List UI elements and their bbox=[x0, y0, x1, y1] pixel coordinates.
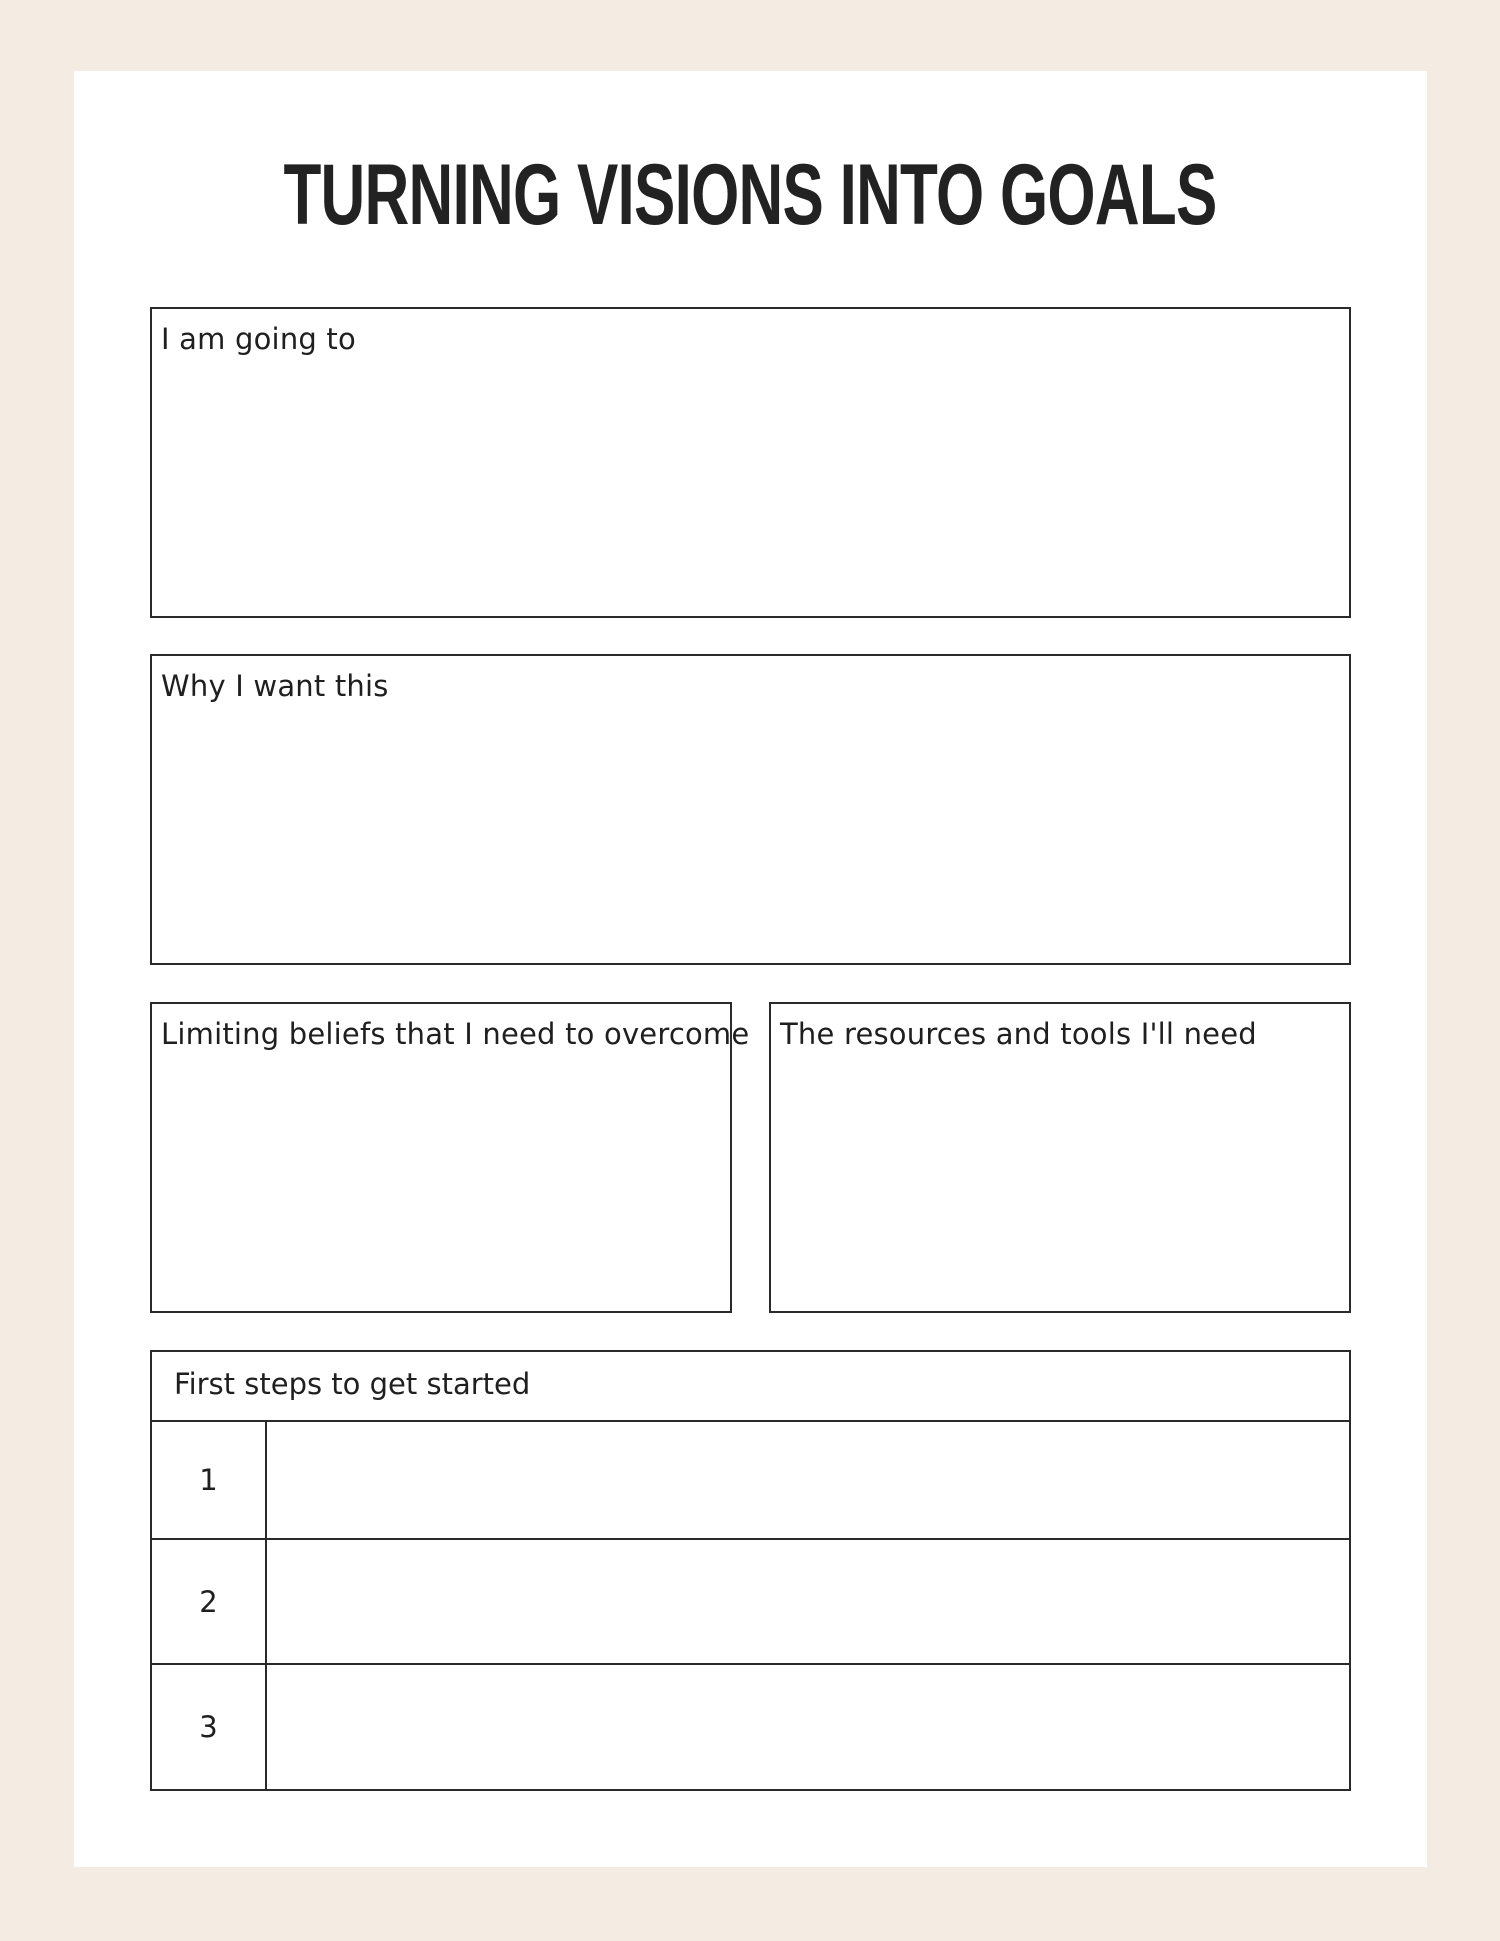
step-row bbox=[152, 1665, 1349, 1789]
first-steps-table bbox=[150, 1350, 1351, 1791]
step-number: 1 bbox=[152, 1422, 267, 1538]
limiting-beliefs-write-area[interactable] bbox=[158, 1060, 724, 1305]
resources-box bbox=[769, 1002, 1351, 1313]
goal-box bbox=[150, 307, 1351, 618]
why-label: Why I want this bbox=[161, 669, 389, 703]
step-field[interactable] bbox=[269, 1665, 1349, 1789]
step-row bbox=[152, 1540, 1349, 1665]
goal-write-area[interactable] bbox=[158, 365, 1343, 610]
limiting-beliefs-box bbox=[150, 1002, 750, 1313]
step-row bbox=[152, 1422, 1349, 1540]
resources-label: The resources and tools I'll need bbox=[780, 1017, 1257, 1051]
first-steps-header bbox=[152, 1352, 1349, 1422]
why-box bbox=[150, 654, 1351, 965]
goal-label: I am going to bbox=[161, 322, 356, 356]
limiting-beliefs-label: Limiting beliefs that I need to overcome bbox=[161, 1017, 750, 1051]
first-steps-label: First steps to get started bbox=[174, 1367, 531, 1401]
step-field[interactable] bbox=[269, 1422, 1349, 1538]
step-field[interactable] bbox=[269, 1540, 1349, 1663]
why-write-area[interactable] bbox=[158, 712, 1343, 957]
step-number: 2 bbox=[152, 1540, 267, 1663]
page-title: TURNING VISIONS INTO GOALS bbox=[283, 147, 1217, 243]
step-number: 3 bbox=[152, 1665, 267, 1789]
resources-write-area[interactable] bbox=[777, 1060, 1343, 1305]
